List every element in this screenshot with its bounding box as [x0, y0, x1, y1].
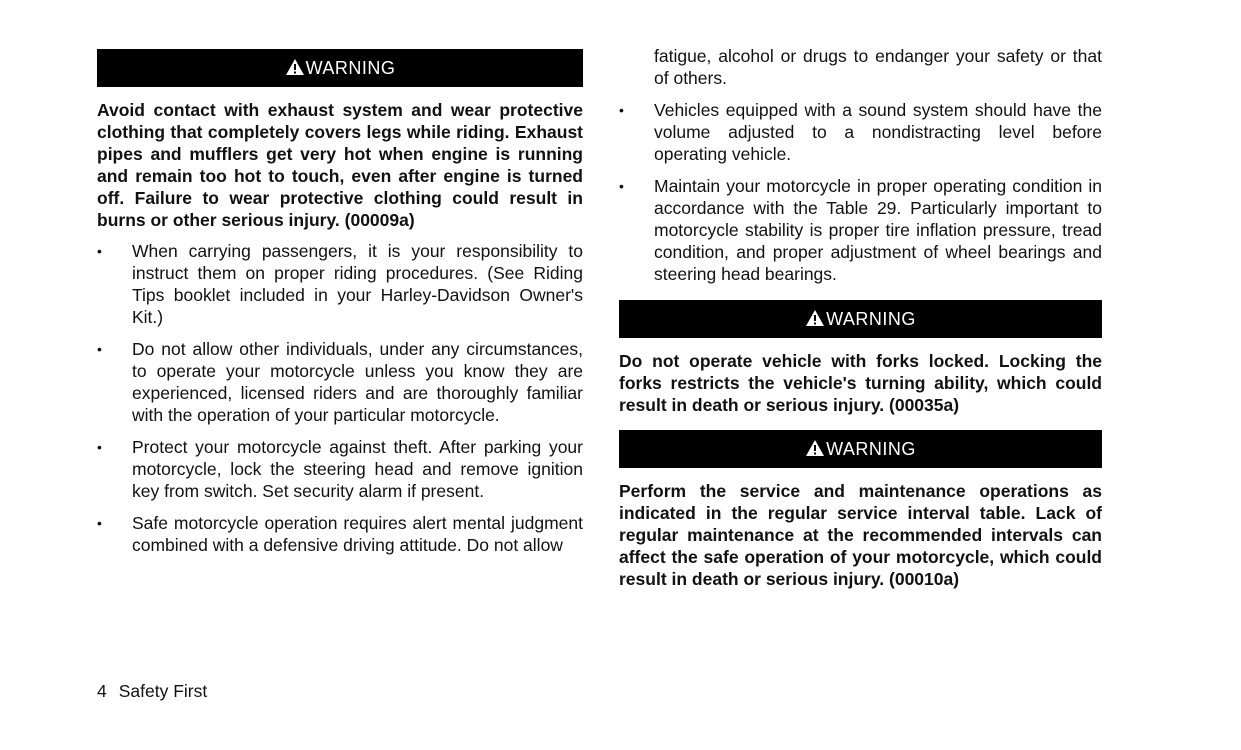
bullet-text: Protect your motorcycle against theft. After parking your motorcycle, lock the steering head and remove ignition key from switch. Set security alarm if present.: [132, 437, 583, 501]
bullet-item: [97, 436, 583, 502]
bullet-symbol: •: [619, 178, 624, 194]
warning-banner: [619, 300, 1102, 338]
bullet-item: [619, 99, 1102, 165]
bullet-text: Do not allow other individuals, under any circumstances, to operate your motorcycle unless you know they are experienced, licensed riders and are thoroughly familiar with the operation of your particular motorcycle.: [132, 339, 583, 425]
bullet-item: [619, 175, 1102, 285]
warning-triangle-icon: [805, 309, 825, 327]
bullet-text: Safe motorcycle operation requires alert mental judgment combined with a defensive driving attitude. Do not allow: [132, 513, 583, 555]
bullet-symbol: •: [97, 243, 102, 259]
bullet-item: [97, 512, 583, 556]
warning-label: WARNING: [305, 57, 396, 78]
bullet-symbol: •: [97, 515, 102, 531]
bullet-symbol: •: [97, 439, 102, 455]
bullet-text: Maintain your motorcycle in proper operating condition in accordance with the Table 29. Particularly important to motorcycle stability is proper tire inflation pressure, tread condition, and proper adjustment of wheel bearings and steering head bearings.: [654, 176, 1102, 284]
warning-text: Do not operate vehicle with forks locked. Locking the forks restricts the vehicle's turning ability, which could result in death or serious injury. (00035a): [619, 351, 1102, 415]
bullet-item: [97, 338, 583, 426]
section-title: Safety First: [118, 681, 208, 701]
bullet-symbol: •: [619, 102, 624, 118]
bullet-item: [97, 240, 583, 328]
bullet-text: When carrying passengers, it is your responsibility to instruct them on proper riding procedures. (See Riding Tips booklet included in your Harley-Davidson Owner's Kit.): [132, 241, 583, 327]
continuation-text: fatigue, alcohol or drugs to endanger your safety or that of others.: [654, 46, 1102, 88]
warning-label: WARNING: [826, 438, 916, 459]
warning-triangle-icon: [285, 58, 305, 76]
warning-text: Perform the service and maintenance operations as indicated in the regular service interval table. Lack of regular maintenance at the recommended intervals can affect the safe operation of your motorcycle, which could result in death or serious injury. (00010a): [619, 481, 1102, 589]
page-number: 4: [97, 681, 107, 701]
warning-text: Avoid contact with exhaust system and wear protective clothing that completely covers legs while riding. Exhaust pipes and mufflers get very hot when engine is running and remain too hot to touch, even after engine is turned off. Failure to wear protective clothing could result in burns or other serious injury. (00009a): [97, 100, 583, 230]
warning-banner: [619, 430, 1102, 468]
page-footer: [97, 680, 207, 702]
bullet-text: Vehicles equipped with a sound system should have the volume adjusted to a nondistracting level before operating vehicle.: [654, 100, 1102, 164]
warning-label: WARNING: [826, 308, 916, 329]
bullet-symbol: •: [97, 341, 102, 357]
warning-banner: [97, 49, 583, 87]
warning-triangle-icon: [805, 439, 825, 457]
